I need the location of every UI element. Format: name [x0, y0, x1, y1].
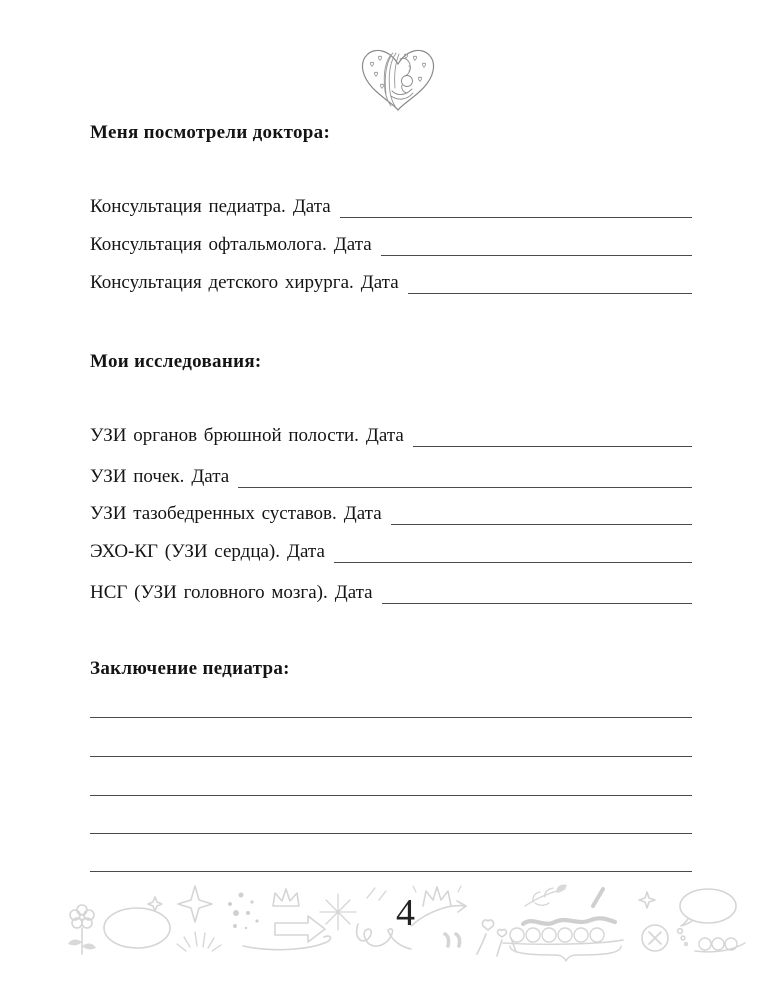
crown-icon	[273, 889, 299, 906]
x-in-circle-icon	[642, 925, 668, 951]
doctors-heading: Меня посмотрели доктора:	[90, 122, 331, 143]
starburst-icon	[320, 894, 356, 930]
ray-burst-icon	[177, 932, 221, 951]
scattered-mini-hearts	[370, 54, 425, 88]
small-sparkle-icon	[639, 892, 655, 908]
mother-hair	[384, 53, 399, 106]
date-label: Дата	[334, 582, 373, 603]
block-arrow-icon	[275, 916, 325, 942]
blank-line	[90, 795, 692, 796]
four-point-star-icon	[178, 886, 212, 922]
dot-cluster-icon	[228, 893, 259, 930]
field-row-abdominal-ultrasound	[90, 425, 692, 447]
heart-outline	[362, 50, 433, 110]
date-fill-line	[334, 561, 692, 563]
loop-coils-icon	[503, 928, 623, 944]
field-label: Консультация офтальмолога.	[90, 234, 327, 255]
speech-bubble-icon	[678, 889, 736, 945]
field-label: Консультация детского хирурга.	[90, 272, 354, 293]
field-label: УЗИ тазобедренных суставов.	[90, 503, 337, 524]
date-fill-line	[391, 523, 692, 525]
swoosh-icon	[243, 936, 331, 950]
field-row-pediatrician	[90, 196, 692, 218]
mother-arm	[391, 89, 413, 99]
date-fill-line	[381, 254, 692, 256]
field-label: НСГ (УЗИ головного мозга).	[90, 582, 328, 603]
blank-line	[90, 871, 692, 872]
date-label: Дата	[343, 503, 382, 524]
blank-line	[90, 717, 692, 718]
date-label: Дата	[287, 541, 325, 562]
date-fill-line	[340, 216, 692, 218]
conclusion-heading: Заключение педиатра:	[90, 658, 290, 679]
curved-arrow-icon	[411, 901, 466, 926]
field-row-kidney-ultrasound	[90, 466, 692, 488]
low-quotes-icon	[445, 934, 460, 946]
date-fill-line	[413, 445, 692, 447]
field-row-pediatric-surgeon	[90, 272, 692, 294]
page-number: 4	[396, 892, 415, 934]
flower-icon	[68, 905, 96, 954]
date-fill-line	[238, 486, 692, 488]
cursive-loops-icon	[695, 938, 745, 952]
oval-loop-icon	[104, 897, 170, 948]
date-label: Дата	[191, 466, 230, 487]
blank-line	[90, 833, 692, 834]
date-fill-line	[408, 292, 692, 294]
date-label: Дата	[333, 234, 372, 255]
field-label: УЗИ почек.	[90, 466, 185, 487]
blank-line	[90, 756, 692, 757]
tick-marks-icon	[367, 888, 386, 900]
pencil-stroke-icon	[593, 889, 603, 906]
date-label: Дата	[365, 425, 404, 446]
mother-face	[400, 58, 411, 76]
field-label: УЗИ органов брюшной полости.	[90, 425, 359, 446]
field-label: Консультация педиатра.	[90, 196, 286, 217]
leaf-branch-icon	[525, 884, 567, 906]
date-fill-line	[382, 602, 692, 604]
mother-and-baby-heart-illustration	[357, 44, 439, 116]
field-row-echo-kg	[90, 541, 692, 563]
curly-brace-icon	[510, 946, 621, 961]
date-label: Дата	[292, 196, 331, 217]
thick-squiggle-icon	[523, 918, 615, 924]
field-row-hip-ultrasound	[90, 503, 692, 525]
research-heading: Мои исследования:	[90, 351, 262, 372]
date-label: Дата	[360, 272, 399, 293]
field-row-ophthalmologist	[90, 234, 692, 256]
field-row-nsg	[90, 582, 692, 604]
field-label: ЭХО-КГ (УЗИ сердца).	[90, 541, 281, 562]
crown-sketch-icon	[413, 886, 461, 906]
